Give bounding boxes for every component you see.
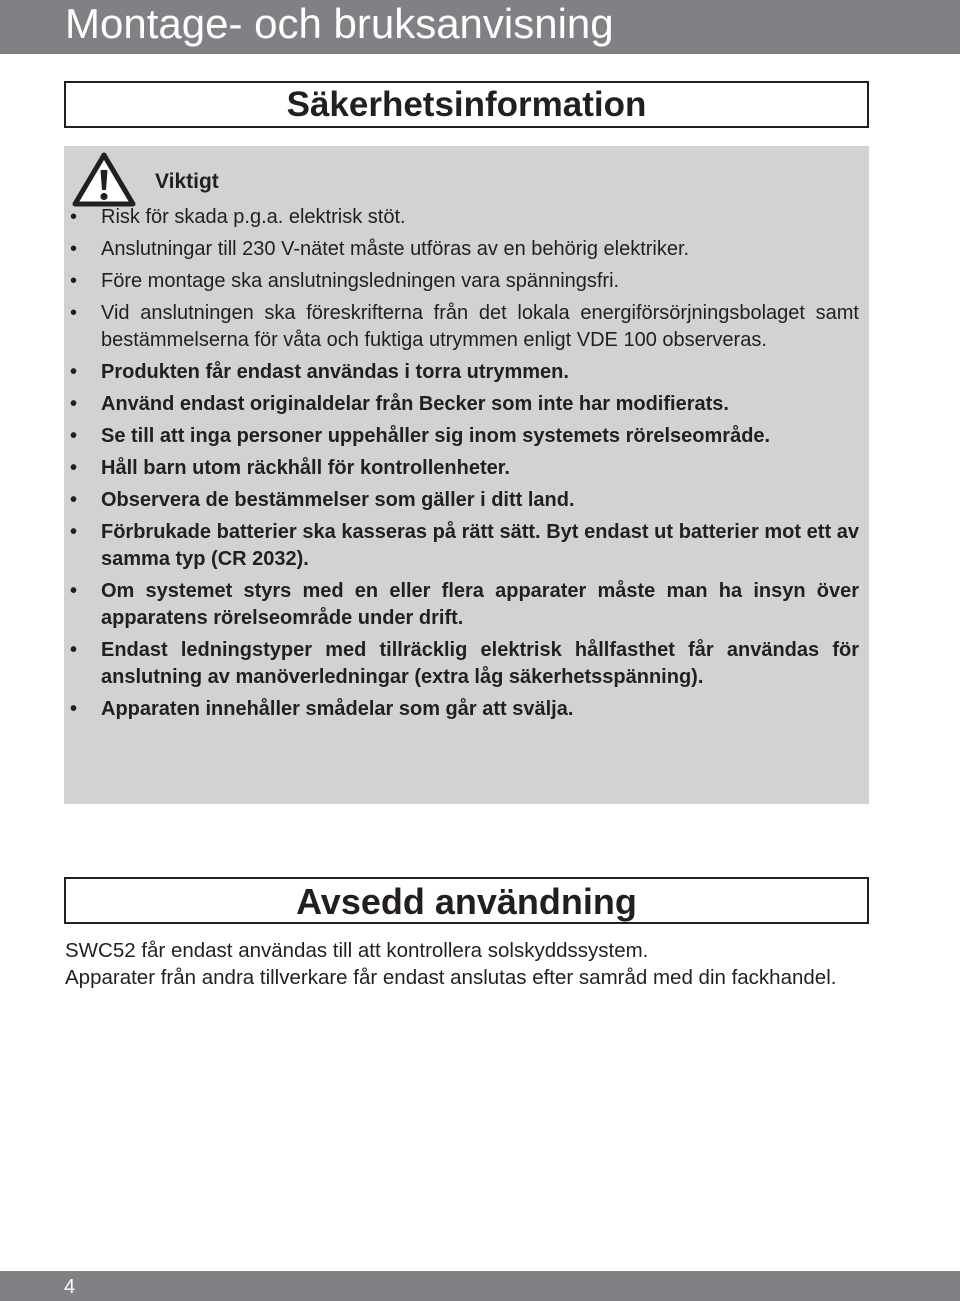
bullet-icon: • bbox=[70, 698, 78, 720]
bullet-icon: • bbox=[70, 238, 78, 260]
warning-label: Viktigt bbox=[155, 170, 219, 193]
safety-list-item: • Förbrukade batterier ska kasseras på rätt sätt. Byt endast ut batterier mot ett av samma typ (CR 2032). bbox=[70, 521, 859, 570]
usage-heading: Avsedd användning bbox=[296, 881, 637, 922]
safety-list bbox=[64, 204, 869, 728]
usage-paragraph: Apparater från andra tillverkare får endast anslutas efter samråd med din fackhandel. bbox=[65, 966, 837, 989]
usage-paragraph: SWC52 får endast användas till att kontrollera solskyddssystem. bbox=[65, 939, 649, 962]
safety-list-item: • Observera de bestämmelser som gäller i ditt land. bbox=[64, 487, 859, 514]
safety-list-item: • Håll barn utom räckhåll för kontrollenheter. bbox=[64, 455, 859, 482]
safety-heading-box bbox=[64, 81, 869, 128]
safety-heading: Säkerhetsinformation bbox=[286, 85, 647, 124]
usage-text bbox=[65, 937, 868, 991]
safety-list-item: • Vid anslutningen ska föreskrifterna från det lokala energiförsörjningsbolaget samt bestämmelserna för våta och fuktiga utrymmen enligt VDE 100 observeras. bbox=[70, 302, 859, 351]
safety-list-item: • Använd endast originaldelar från Becker som inte har modifierats. bbox=[64, 391, 859, 418]
safety-list-item: • Anslutningar till 230 V-nätet måste utföras av en behörig elektriker. bbox=[64, 236, 859, 263]
bullet-icon: • bbox=[70, 302, 78, 324]
safety-list-item: • Se till att inga personer uppehåller sig inom systemets rörelseområde. bbox=[64, 423, 859, 450]
bullet-icon: • bbox=[70, 457, 78, 479]
safety-list-item: • Produkten får endast användas i torra utrymmen. bbox=[64, 359, 859, 386]
safety-warning-panel bbox=[64, 146, 869, 804]
warning-triangle-icon bbox=[72, 152, 136, 208]
page-number: 4 bbox=[64, 1276, 76, 1298]
bullet-icon: • bbox=[70, 639, 78, 661]
footer-bar bbox=[0, 1271, 960, 1301]
bullet-icon: • bbox=[70, 270, 78, 292]
bullet-icon: • bbox=[70, 206, 78, 228]
bullet-icon: • bbox=[70, 361, 78, 383]
safety-list-item: • Endast ledningstyper med tillräcklig elektrisk hållfasthet får användas för anslutning av manöverledningar (extra låg säkerhetsspänning). bbox=[70, 639, 859, 688]
header-bar bbox=[0, 0, 960, 54]
bullet-icon: • bbox=[70, 521, 78, 543]
usage-heading-box bbox=[64, 877, 869, 924]
document-title: Montage- och bruksanvisning bbox=[65, 0, 614, 47]
bullet-icon: • bbox=[70, 580, 78, 602]
bullet-icon: • bbox=[70, 393, 78, 415]
safety-list-item: • Apparaten innehåller smådelar som går att svälja. bbox=[64, 696, 859, 723]
safety-list-item: • Om systemet styrs med en eller flera apparater måste man ha insyn över apparatens rörelseområde under drift. bbox=[70, 580, 859, 629]
bullet-icon: • bbox=[70, 489, 78, 511]
safety-list-item: • Före montage ska anslutningsledningen vara spänningsfri. bbox=[64, 268, 859, 295]
safety-list-item: • Risk för skada p.g.a. elektrisk stöt. bbox=[64, 204, 859, 231]
bullet-icon: • bbox=[70, 425, 78, 447]
